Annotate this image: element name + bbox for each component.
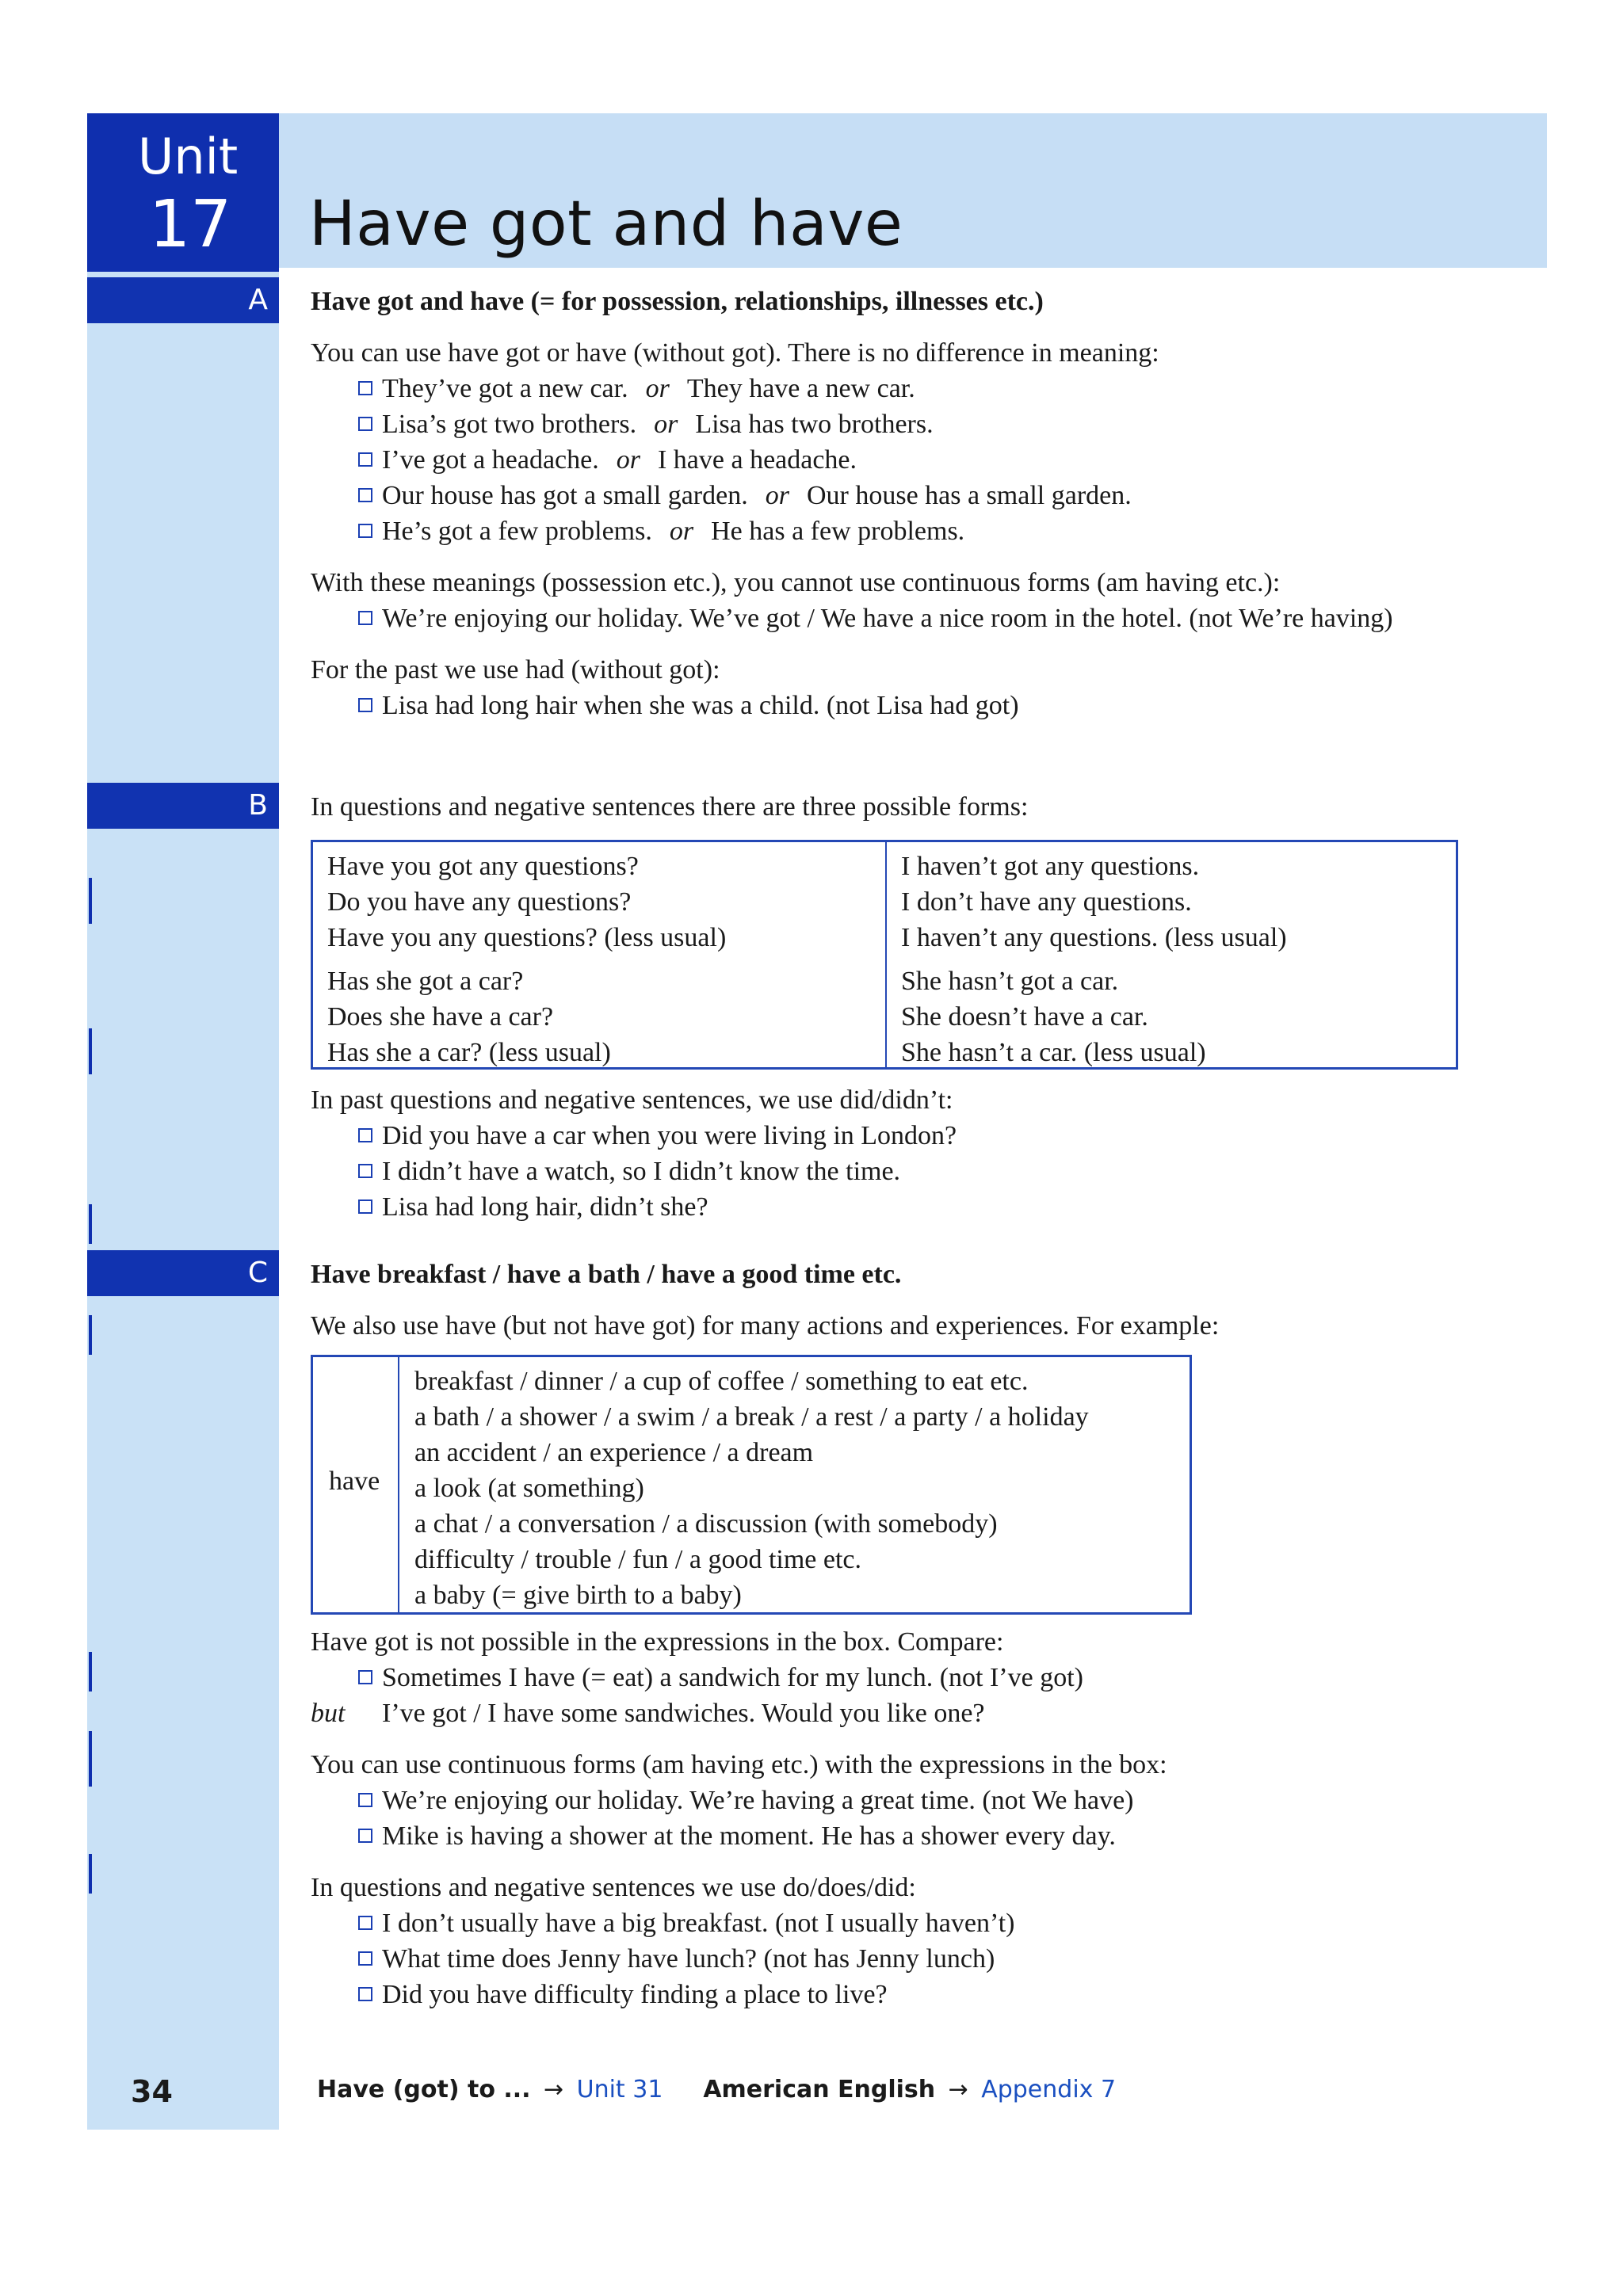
left-sidebar	[87, 113, 279, 2130]
table-cell: Has she got a car?	[327, 967, 524, 996]
example-row: What time does Jenny have lunch? (not has Jenny lunch)	[311, 1941, 1531, 1977]
table-cell: I haven’t any questions. (less usual)	[901, 923, 1287, 952]
section-a-intro: You can use have got or have (without got). There is no difference in meaning:	[311, 338, 1159, 368]
example-row: He’s got a few problems. or He has a few problems.	[311, 513, 1531, 549]
example-row: Sometimes I have (= eat) a sandwich for my lunch. (not I’ve got)	[311, 1660, 1531, 1695]
section-c-heading: Have breakfast / have a bath / have a good time etc.	[311, 1260, 902, 1289]
ref2-text: American English	[703, 2076, 936, 2103]
continuous-box-intro: You can use continuous forms (am having etc.) with the expressions in the box:	[311, 1750, 1167, 1779]
table-cell: Have you any questions? (less usual)	[327, 923, 727, 952]
do-intro: In questions and negative sentences we use do/does/did:	[311, 1873, 916, 1902]
section-b-intro-wrap	[311, 789, 1531, 825]
sidebar-tick	[89, 1854, 92, 1894]
table-left-column	[327, 849, 726, 1070]
section-label-c: C	[87, 1250, 279, 1296]
footer-references	[317, 2076, 1116, 2103]
page-number: 34	[131, 2074, 173, 2109]
question-forms-table	[311, 840, 1458, 1070]
appendix-7-link[interactable]: Appendix 7	[981, 2076, 1117, 2103]
ref1-text: Have (got) to ...	[317, 2076, 531, 2103]
but-row: but I’ve got / I have some sandwiches. Would you like one?	[311, 1699, 985, 1728]
list-item: a bath / a shower / a swim / a break / a rest / a party / a holiday	[414, 1402, 1089, 1432]
arrow-icon: →	[948, 2076, 968, 2103]
sidebar-tick	[89, 1315, 92, 1355]
example-row: We’re enjoying our holiday. We’re having a great time. (not We have)	[311, 1783, 1531, 1818]
section-a	[311, 284, 1531, 723]
unit-badge	[87, 113, 279, 272]
example-row: Lisa had long hair when she was a child. (not Lisa had got)	[311, 688, 1531, 723]
example-row: Did you have a car when you were living in London?	[311, 1118, 1531, 1154]
list-item: breakfast / dinner / a cup of coffee / something to eat etc.	[414, 1367, 1029, 1396]
example-row: I’ve got a headache. or I have a headache.	[311, 442, 1531, 478]
section-c-intro: We also use have (but not have got) for many actions and experiences. For example:	[311, 1311, 1220, 1341]
table-cell: She hasn’t a car. (less usual)	[901, 1038, 1206, 1067]
example-row: Lisa had long hair, didn’t she?	[311, 1189, 1531, 1225]
example-row: Our house has got a small garden. or Our house has a small garden.	[311, 478, 1531, 513]
table-cell: She hasn’t got a car.	[901, 967, 1119, 996]
sidebar-tick	[89, 1204, 92, 1244]
list-item: difficulty / trouble / fun / a good time etc.	[414, 1545, 862, 1574]
table-cell: Does she have a car?	[327, 1002, 554, 1032]
example-row: They’ve got a new car. or They have a new car.	[311, 371, 1531, 406]
section-b-past	[311, 1082, 1531, 1225]
example-row: Did you have difficulty finding a place to live?	[311, 1977, 1531, 2012]
section-label-a: A	[87, 277, 279, 323]
arrow-icon: →	[544, 2076, 564, 2103]
section-a-heading: Have got and have (= for possession, relationships, illnesses etc.)	[311, 287, 1044, 316]
list-item: a chat / a conversation / a discussion (with somebody)	[414, 1509, 998, 1539]
compare-intro: Have got is not possible in the expressions in the box. Compare:	[311, 1627, 1004, 1657]
have-expressions-box	[311, 1355, 1192, 1615]
example-row: We’re enjoying our holiday. We’ve got / We have a nice room in the hotel. (not We’re having)	[311, 601, 1531, 636]
section-label-b: B	[87, 783, 279, 829]
list-item: a baby (= give birth to a baby)	[414, 1581, 742, 1610]
list-item: an accident / an experience / a dream	[414, 1438, 814, 1467]
section-b-intro: In questions and negative sentences there are three possible forms:	[311, 792, 1029, 822]
example-row: I didn’t have a watch, so I didn’t know the time.	[311, 1154, 1531, 1189]
past-intro: For the past we use had (without got):	[311, 655, 720, 685]
continuous-intro: With these meanings (possession etc.), you cannot use continuous forms (am having etc.):	[311, 568, 1281, 597]
table-cell: I don’t have any questions.	[901, 887, 1192, 917]
sidebar-tick	[89, 1731, 92, 1787]
have-expression-list	[414, 1363, 1089, 1613]
sidebar-tick	[89, 1652, 92, 1691]
unit-label: Unit	[138, 128, 239, 185]
example-row: I don’t usually have a big breakfast. (not I usually haven’t)	[311, 1905, 1531, 1941]
section-c-top	[311, 1257, 1531, 1344]
table-cell: She doesn’t have a car.	[901, 1002, 1148, 1032]
table-right-column	[901, 849, 1287, 1070]
section-c-bottom	[311, 1624, 1531, 2012]
unit-31-link[interactable]: Unit 31	[576, 2076, 663, 2103]
sidebar-tick	[89, 878, 92, 924]
table-cell: I haven’t got any questions.	[901, 852, 1200, 881]
example-row: Mike is having a shower at the moment. He has a shower every day.	[311, 1818, 1531, 1854]
example-row: Lisa’s got two brothers. or Lisa has two brothers.	[311, 406, 1531, 442]
page-title: Have got and have	[309, 189, 903, 260]
table-cell: Have you got any questions?	[327, 852, 639, 881]
list-item: a look (at something)	[414, 1474, 644, 1503]
table-cell: Do you have any questions?	[327, 887, 632, 917]
table-cell: Has she a car? (less usual)	[327, 1038, 611, 1067]
sidebar-tick	[89, 1028, 92, 1074]
did-intro: In past questions and negative sentences, we use did/didn’t:	[311, 1085, 953, 1115]
have-verb: have	[329, 1466, 380, 1496]
unit-number: 17	[149, 187, 232, 262]
